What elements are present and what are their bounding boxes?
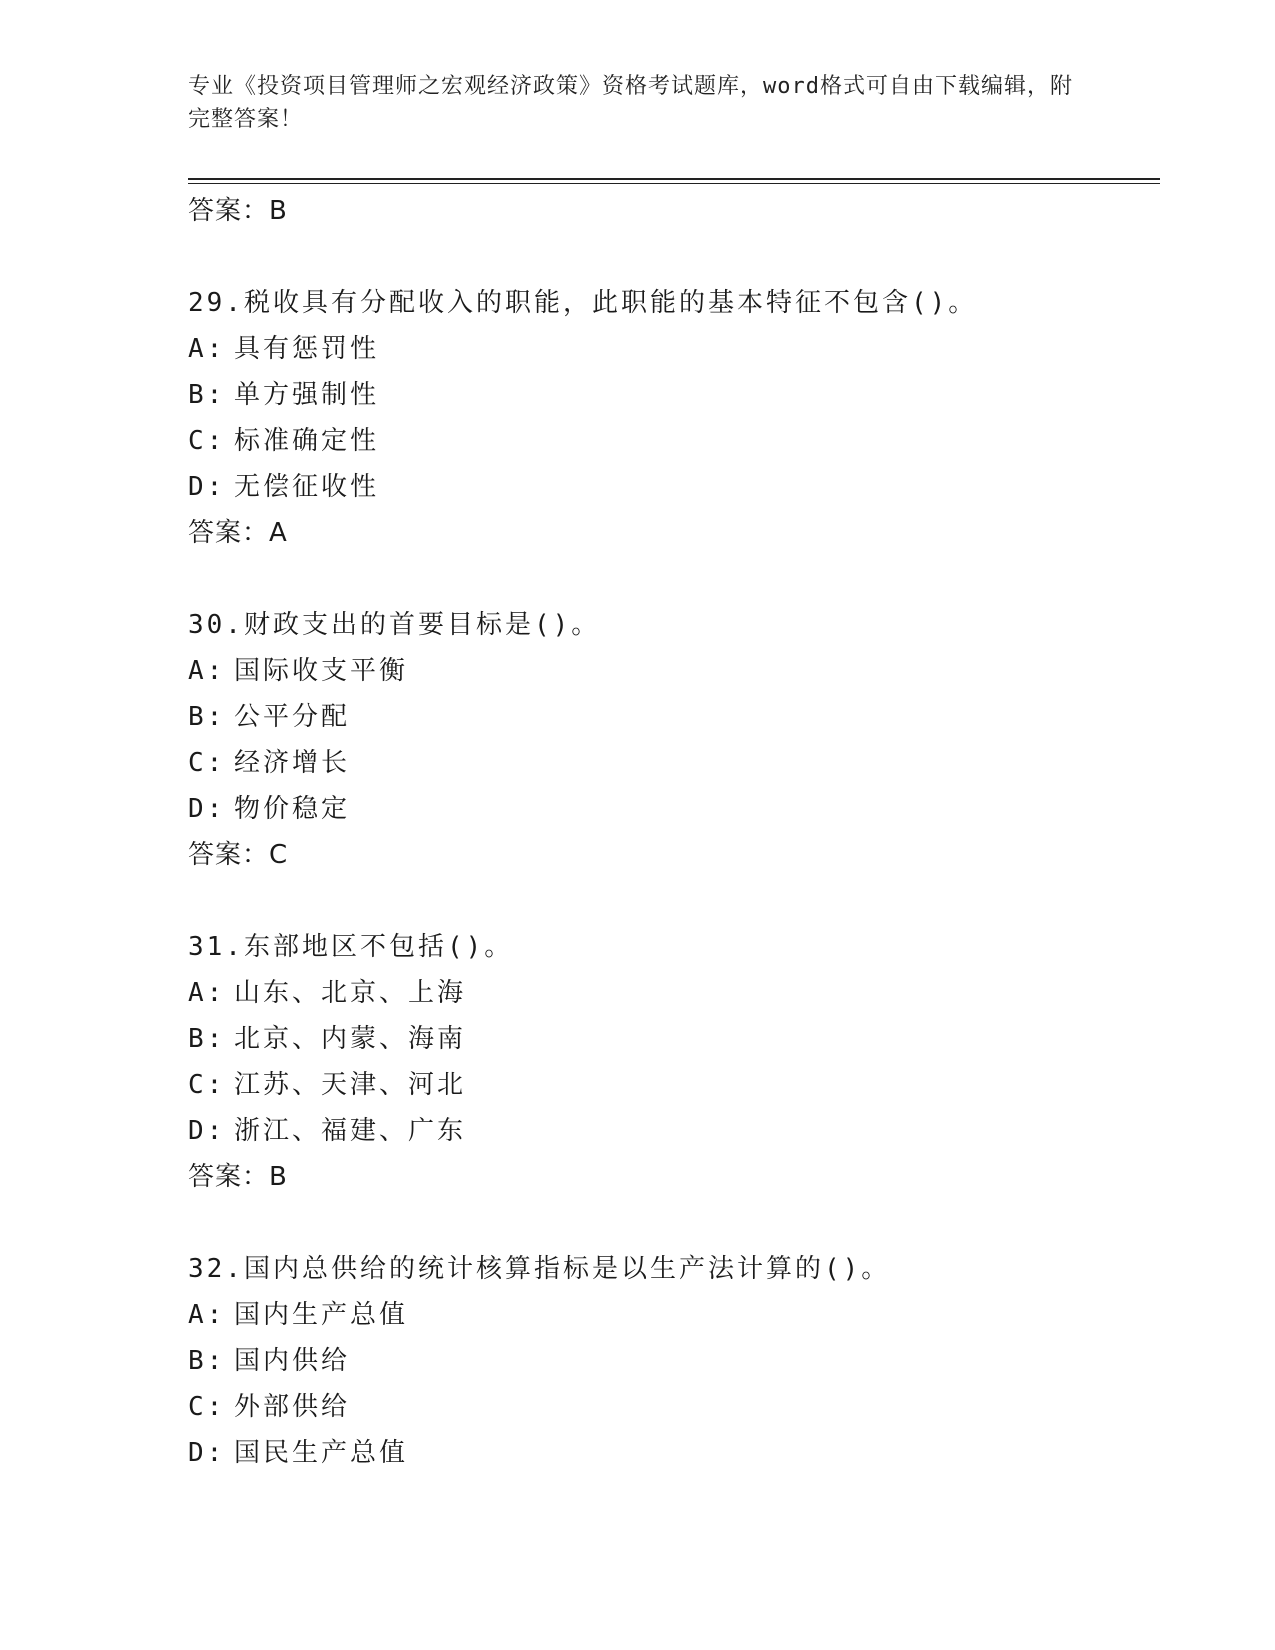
option-d <box>188 1430 1148 1476</box>
option-b <box>188 372 1148 418</box>
option-letter: D: <box>188 472 226 502</box>
option-d <box>188 464 1148 510</box>
answer-30: 答案：C <box>188 840 289 870</box>
option-b <box>188 1338 1148 1384</box>
option-letter: B: <box>188 1346 226 1376</box>
question-list <box>188 188 1148 1476</box>
option-letter: D: <box>188 1116 226 1146</box>
option-text: 标准确定性 <box>234 426 380 456</box>
option-text: 无偿征收性 <box>234 472 380 502</box>
option-letter: C: <box>188 426 226 456</box>
option-text: 经济增长 <box>234 748 351 778</box>
option-text: 北京、内蒙、海南 <box>234 1024 467 1054</box>
option-letter: D: <box>188 794 226 824</box>
question-title-31: 31.东部地区不包括()。 <box>188 932 514 962</box>
option-letter: A: <box>188 334 226 364</box>
previous-answer: 答案：B <box>188 196 288 226</box>
option-letter: C: <box>188 748 226 778</box>
option-text: 具有惩罚性 <box>234 334 380 364</box>
option-a <box>188 326 1148 372</box>
answer-31: 答案：B <box>188 1162 288 1192</box>
header-divider-thick <box>188 178 1160 180</box>
option-c <box>188 418 1148 464</box>
option-b <box>188 1016 1148 1062</box>
document-header: 专业《投资项目管理师之宏观经济政策》资格考试题库，word格式可自由下载编辑，附完整答案！ <box>188 74 1073 132</box>
question-title-30: 30.财政支出的首要目标是()。 <box>188 610 601 640</box>
option-text: 山东、北京、上海 <box>234 978 467 1008</box>
option-text: 国民生产总值 <box>234 1438 409 1468</box>
option-text: 国际收支平衡 <box>234 656 409 686</box>
option-text: 国内生产总值 <box>234 1300 409 1330</box>
header-divider-thin <box>188 183 1160 184</box>
option-letter: B: <box>188 380 226 410</box>
option-letter: A: <box>188 978 226 1008</box>
option-c <box>188 740 1148 786</box>
option-b <box>188 694 1148 740</box>
option-a <box>188 1292 1148 1338</box>
option-letter: A: <box>188 1300 226 1330</box>
option-text: 单方强制性 <box>234 380 380 410</box>
option-letter: A: <box>188 656 226 686</box>
option-c <box>188 1384 1148 1430</box>
option-letter: C: <box>188 1392 226 1422</box>
option-text: 浙江、福建、广东 <box>234 1116 467 1146</box>
option-text: 物价稳定 <box>234 794 351 824</box>
option-d <box>188 786 1148 832</box>
option-c <box>188 1062 1148 1108</box>
option-text: 江苏、天津、河北 <box>234 1070 467 1100</box>
option-a <box>188 970 1148 1016</box>
option-letter: B: <box>188 1024 226 1054</box>
option-d <box>188 1108 1148 1154</box>
option-letter: C: <box>188 1070 226 1100</box>
question-title-29: 29.税收具有分配收入的职能，此职能的基本特征不包含()。 <box>188 288 978 318</box>
option-letter: D: <box>188 1438 226 1468</box>
option-a <box>188 648 1148 694</box>
option-text: 国内供给 <box>234 1346 351 1376</box>
option-text: 公平分配 <box>234 702 351 732</box>
answer-29: 答案：A <box>188 518 288 548</box>
question-title-32: 32.国内总供给的统计核算指标是以生产法计算的()。 <box>188 1254 891 1284</box>
option-letter: B: <box>188 702 226 732</box>
option-text: 外部供给 <box>234 1392 351 1422</box>
